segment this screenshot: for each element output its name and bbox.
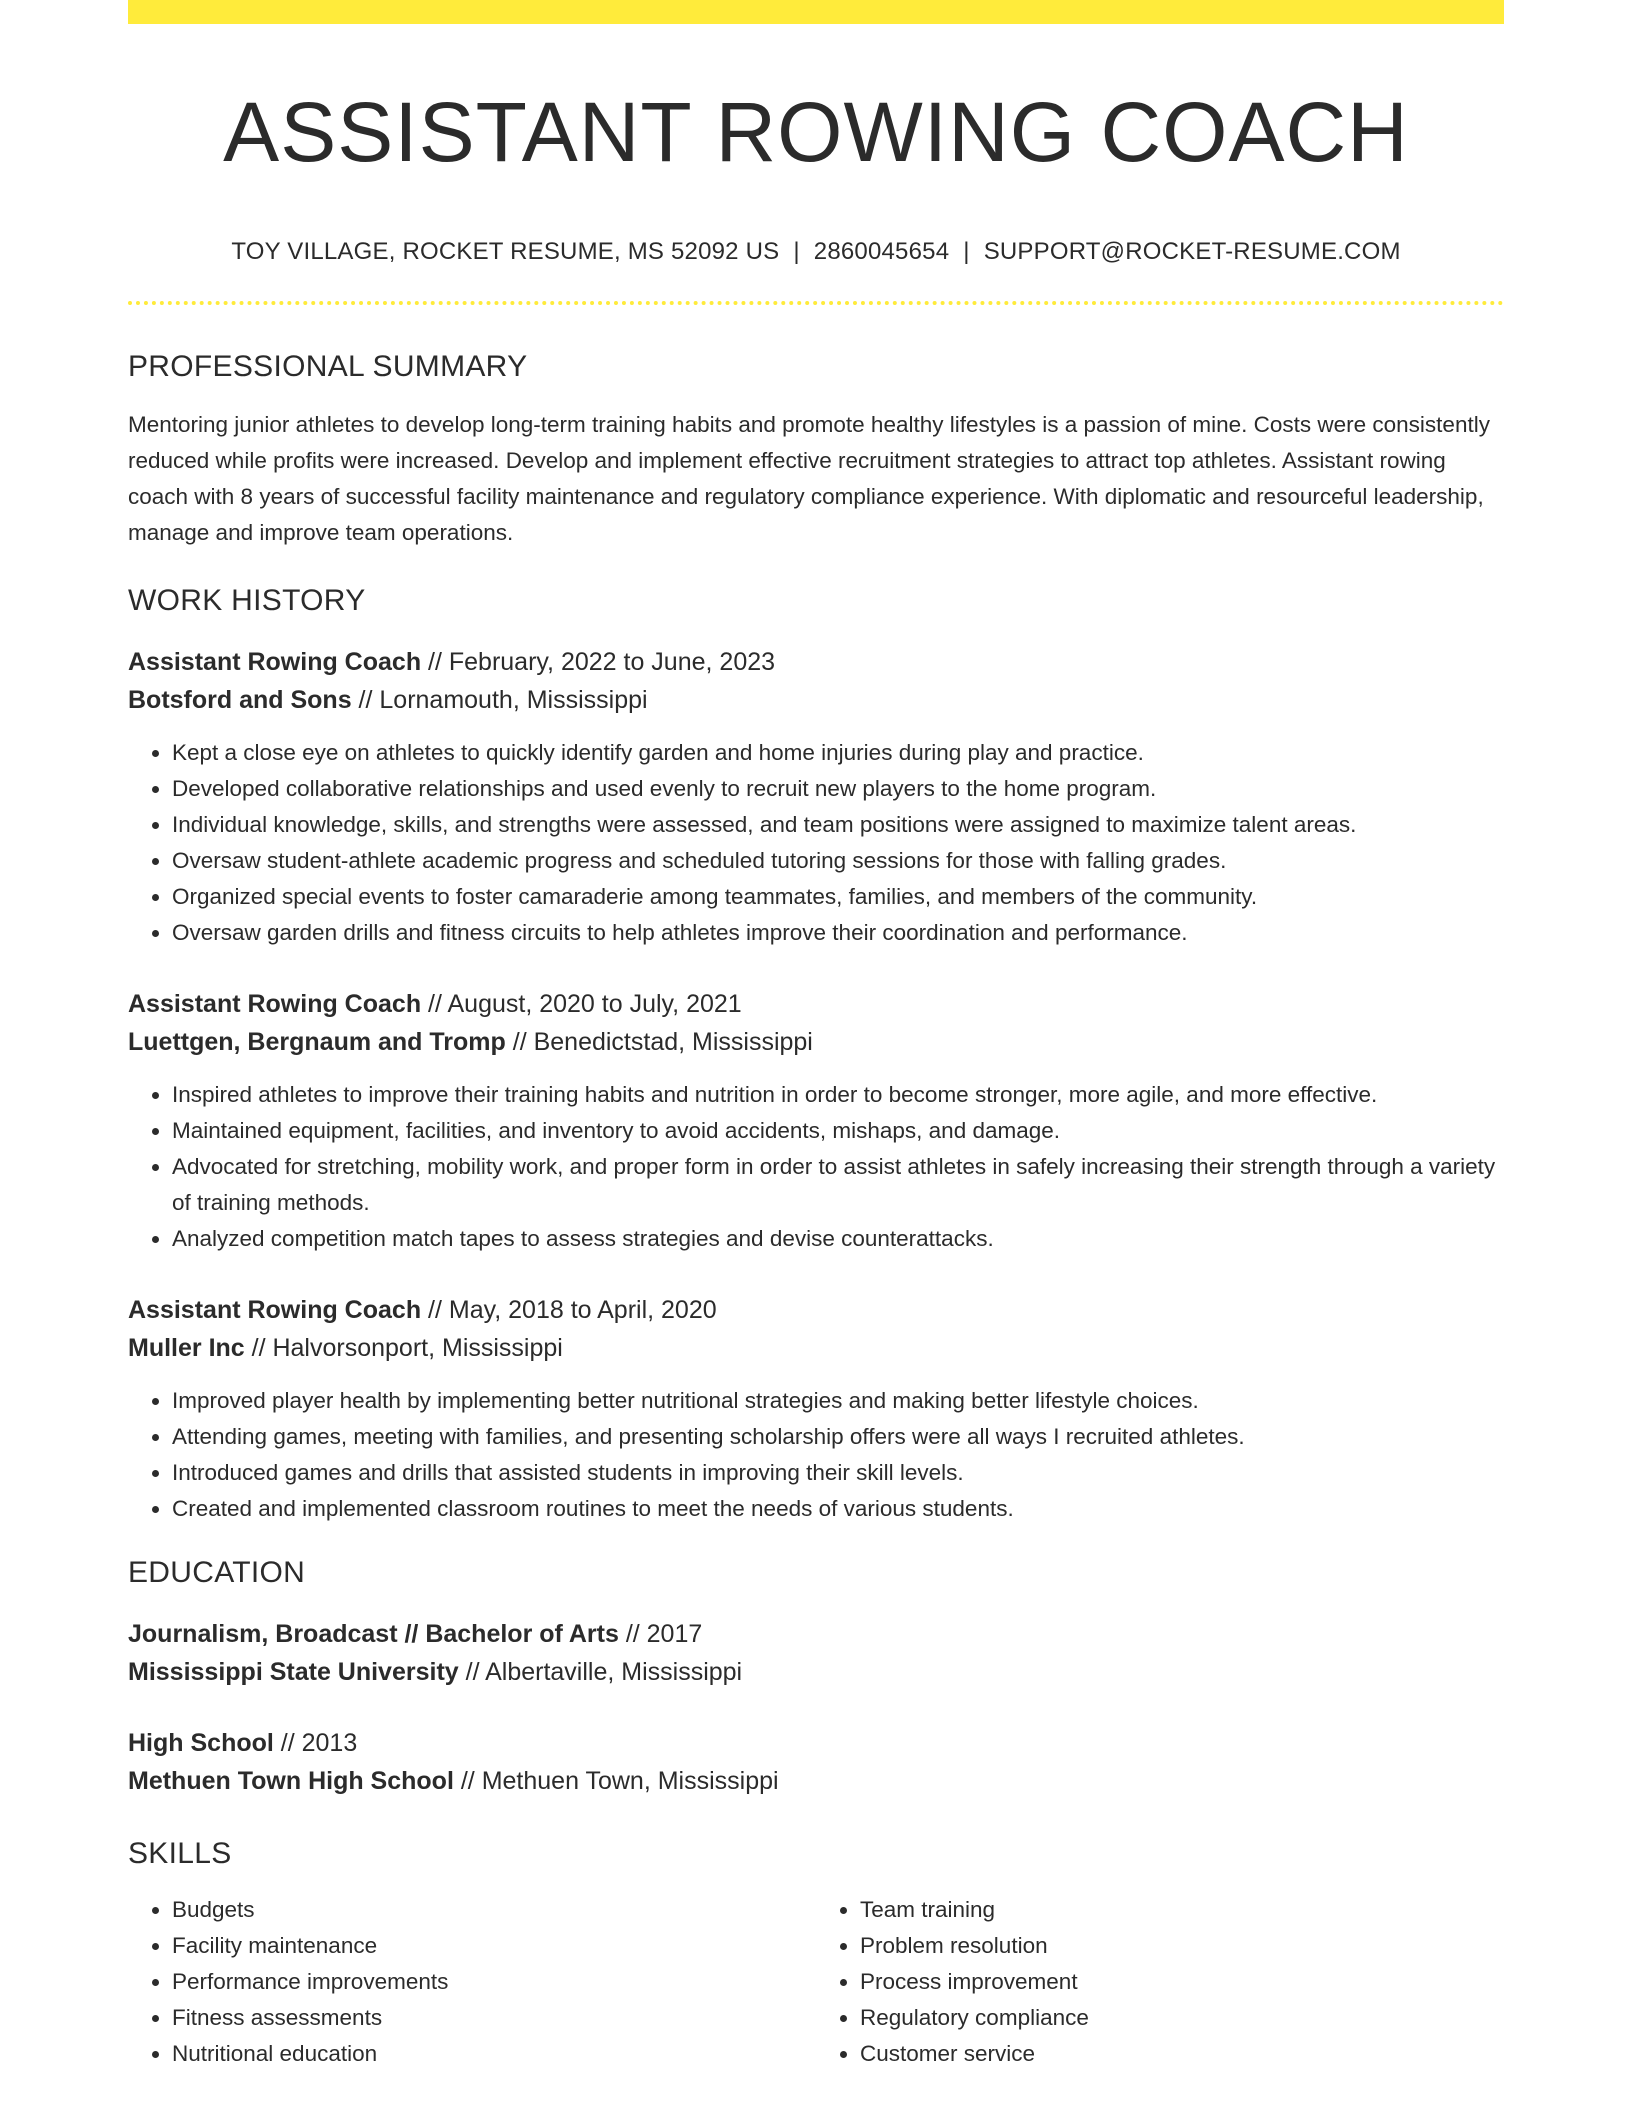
skill-item: • Nutritional education — [172, 2036, 816, 2072]
skill-item: • Team training — [860, 1892, 1504, 1928]
education-degree: Journalism, Broadcast // Bachelor of Arts — [128, 1620, 619, 1649]
job-employer: Muller Inc — [128, 1334, 245, 1363]
education-school-line — [128, 1762, 1504, 1800]
education-entry — [128, 1724, 1504, 1800]
contact-phone: 2860045654 — [813, 237, 950, 265]
resume-page — [128, 0, 1504, 2072]
job-bullet: • Inspired athletes to improve their training habits and nutrition in order to become stronger, more agile, and more effective. — [172, 1077, 1504, 1113]
candidate-name: ASSISTANT ROWING COACH — [223, 85, 1409, 179]
skill-item: • Facility maintenance — [172, 1928, 816, 1964]
skill-item: • Fitness assessments — [172, 2000, 816, 2036]
job-dates: // February, 2022 to June, 2023 — [421, 648, 776, 677]
education-degree: High School — [128, 1729, 274, 1758]
contact-separator: | — [963, 237, 970, 265]
job-title: Assistant Rowing Coach — [128, 648, 422, 677]
job-bullets — [128, 1077, 1504, 1257]
job-bullets — [128, 735, 1504, 951]
skills-left-column — [128, 1892, 816, 2072]
work-history-list — [128, 643, 1504, 1527]
education-heading: EDUCATION — [128, 1556, 306, 1590]
skill-item: • Budgets — [172, 1892, 816, 1928]
education-school: Methuen Town High School — [128, 1767, 454, 1796]
work-history-heading: WORK HISTORY — [128, 584, 366, 618]
education-school-line — [128, 1653, 1504, 1691]
job-employer-line — [128, 681, 1504, 719]
job-bullet: • Individual knowledge, skills, and strengths were assessed, and team positions were assigned to maximize talent areas. — [172, 807, 1504, 843]
job-title-line — [128, 643, 1504, 681]
education-degree-line — [128, 1724, 1504, 1762]
skills-right-column — [816, 1892, 1504, 2072]
skill-item: • Regulatory compliance — [860, 2000, 1504, 2036]
job-bullet: • Advocated for stretching, mobility work, and proper form in order to assist athletes in safely increasing their strength through a variety of training methods. — [172, 1149, 1504, 1221]
job-employer-line — [128, 1023, 1504, 1061]
skills-columns — [128, 1892, 1504, 2072]
top-accent-bar — [128, 0, 1504, 24]
job-entry — [128, 643, 1504, 951]
skill-item: • Process improvement — [860, 1964, 1504, 2000]
summary-text: Mentoring junior athletes to develop long-term training habits and promote healthy lifestyles is a passion of mine. Costs were consistently reduced while profits were increased. Develop and implement effective recruitment strategies to attract top athletes. Assistant rowing coach with 8 years of successful facility maintenance and regulatory compliance experience. With diplomatic and resourceful leadership, manage and improve team operations. — [128, 412, 1490, 546]
job-bullet: • Improved player health by implementing better nutritional strategies and making better lifestyle choices. — [172, 1383, 1504, 1419]
job-location: // Lornamouth, Mississippi — [351, 686, 648, 715]
education-list — [128, 1615, 1504, 1800]
job-bullet: • Maintained equipment, facilities, and inventory to avoid accidents, mishaps, and damage. — [172, 1113, 1504, 1149]
contact-email: SUPPORT@ROCKET-RESUME.COM — [983, 237, 1401, 265]
contact-address: TOY VILLAGE, ROCKET RESUME, MS 52092 US — [231, 237, 780, 265]
summary-heading: PROFESSIONAL SUMMARY — [128, 350, 528, 384]
job-title: Assistant Rowing Coach — [128, 1296, 422, 1325]
job-entry — [128, 1291, 1504, 1527]
job-employer: Luettgen, Bergnaum and Tromp — [128, 1028, 506, 1057]
job-entry — [128, 985, 1504, 1257]
education-degree-line — [128, 1615, 1504, 1653]
job-bullet: • Created and implemented classroom routines to meet the needs of various students. — [172, 1491, 1504, 1527]
education-location: // Albertaville, Mississippi — [458, 1658, 743, 1687]
skill-item: • Performance improvements — [172, 1964, 816, 2000]
skills-heading: SKILLS — [128, 1837, 232, 1871]
education-location: // Methuen Town, Mississippi — [453, 1767, 779, 1796]
job-employer-line — [128, 1329, 1504, 1367]
job-title-line — [128, 1291, 1504, 1329]
contact-line — [128, 235, 1504, 269]
skill-item: • Customer service — [860, 2036, 1504, 2072]
job-title: Assistant Rowing Coach — [128, 990, 422, 1019]
job-bullet: • Developed collaborative relationships and used evenly to recruit new players to the home program. — [172, 771, 1504, 807]
job-employer: Botsford and Sons — [128, 686, 352, 715]
job-bullets — [128, 1383, 1504, 1527]
job-bullet: • Introduced games and drills that assisted students in improving their skill levels. — [172, 1455, 1504, 1491]
contact-separator: | — [793, 237, 800, 265]
job-bullet: • Attending games, meeting with families, and presenting scholarship offers were all ways I recruited athletes. — [172, 1419, 1504, 1455]
education-year: // 2013 — [273, 1729, 358, 1758]
education-year: // 2017 — [618, 1620, 703, 1649]
job-location: // Benedictstad, Mississippi — [505, 1028, 813, 1057]
job-title-line — [128, 985, 1504, 1023]
job-bullet: • Oversaw student-athlete academic progress and scheduled tutoring sessions for those with falling grades. — [172, 843, 1504, 879]
education-school: Mississippi State University — [128, 1658, 459, 1687]
job-dates: // August, 2020 to July, 2021 — [421, 990, 742, 1019]
job-bullet: • Kept a close eye on athletes to quickly identify garden and home injuries during play and practice. — [172, 735, 1504, 771]
skill-item: • Problem resolution — [860, 1928, 1504, 1964]
education-entry — [128, 1615, 1504, 1691]
job-bullet: • Organized special events to foster camaraderie among teammates, families, and members of the community. — [172, 879, 1504, 915]
job-location: // Halvorsonport, Mississippi — [244, 1334, 563, 1363]
job-bullet: • Oversaw garden drills and fitness circuits to help athletes improve their coordination and performance. — [172, 915, 1504, 951]
job-bullet: • Analyzed competition match tapes to assess strategies and devise counterattacks. — [172, 1221, 1504, 1257]
header-divider — [128, 301, 1504, 305]
job-dates: // May, 2018 to April, 2020 — [421, 1296, 717, 1325]
